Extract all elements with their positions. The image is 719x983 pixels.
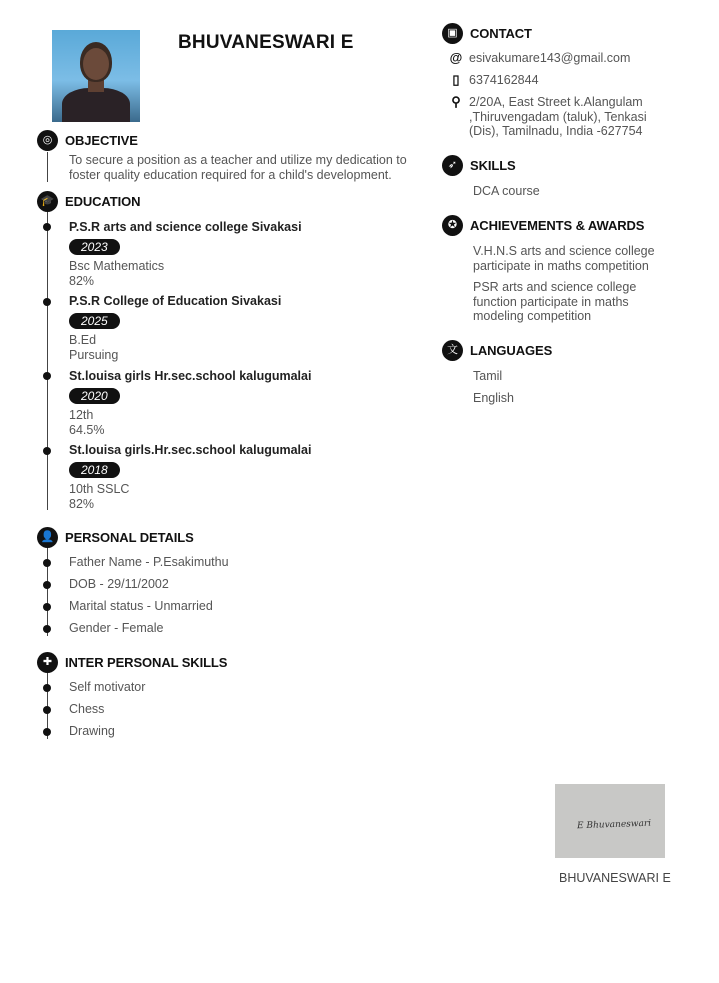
achievement-item: PSR arts and science college function participate in maths modeling competition xyxy=(473,280,637,323)
rocket-icon: ➶ xyxy=(442,155,463,176)
education-item xyxy=(69,294,281,362)
contact-email[interactable]: esivakumare143@gmail.com xyxy=(469,51,631,65)
objective-header xyxy=(37,130,138,151)
signature-image xyxy=(555,784,665,858)
personal-item: Father Name - P.Esakimuthu xyxy=(69,555,229,569)
resume-name: BHUVANESWARI E xyxy=(178,32,354,53)
timeline-dot xyxy=(43,372,51,380)
education-timeline xyxy=(47,212,48,510)
timeline-dot xyxy=(43,298,51,306)
graduation-cap-icon: 🎓 xyxy=(37,191,58,212)
at-icon: @ xyxy=(449,50,463,65)
timeline-dot xyxy=(43,706,51,714)
languages-header xyxy=(442,340,552,361)
timeline-dot xyxy=(43,684,51,692)
achievement-item: V.H.N.S arts and science college participate in maths competition xyxy=(473,244,655,273)
education-school: St.louisa girls Hr.sec.school kalugumalai xyxy=(69,369,312,383)
objective-line xyxy=(47,152,48,182)
education-school: P.S.R arts and science college Sivakasi xyxy=(69,220,302,234)
timeline-dot xyxy=(43,625,51,633)
interpersonal-item: Chess xyxy=(69,702,105,716)
education-score: Pursuing xyxy=(69,347,119,362)
education-item xyxy=(69,369,311,437)
skills-title: SKILLS xyxy=(470,158,516,173)
timeline-dot xyxy=(43,559,51,567)
person-icon: 👤 xyxy=(37,527,58,548)
personal-item: Gender - Female xyxy=(69,621,164,635)
skill-item: DCA course xyxy=(473,184,540,198)
education-school: P.S.R College of Education Sivakasi xyxy=(69,294,282,308)
contact-header xyxy=(442,23,532,44)
profile-photo xyxy=(52,30,140,122)
timeline-dot xyxy=(43,603,51,611)
education-year: 2018 xyxy=(69,462,120,478)
target-icon: ◎ xyxy=(37,130,58,151)
objective-text: To secure a position as a teacher and utilize my dedication to foster quality education required for a child's development. xyxy=(69,153,407,182)
language-item: English xyxy=(473,391,514,405)
contact-card-icon: ▣ xyxy=(442,23,463,44)
education-score: 82% xyxy=(69,496,95,511)
education-item xyxy=(69,443,311,511)
contact-address: 2/20A, East Street k.Alangulam ,Thiruvengadam (taluk), Tenkasi (Dis), Tamilnadu, India -627754 xyxy=(469,95,647,138)
award-icon: ✪ xyxy=(442,215,463,236)
interpersonal-title: INTER PERSONAL SKILLS xyxy=(65,655,228,670)
timeline-dot xyxy=(43,581,51,589)
education-school: St.louisa girls.Hr.sec.school kalugumalai xyxy=(69,443,312,457)
education-degree: B.Ed xyxy=(69,333,97,347)
signature-script: E Bhuvaneswari xyxy=(576,818,652,832)
education-year: 2023 xyxy=(69,239,120,255)
personal-details-title: PERSONAL DETAILS xyxy=(65,530,194,545)
education-year: 2020 xyxy=(69,388,120,404)
achievements-header xyxy=(442,215,644,236)
translate-icon: 文 xyxy=(442,340,463,361)
language-item: Tamil xyxy=(473,369,503,383)
education-degree: 10th SSLC xyxy=(69,482,130,496)
achievements-title: ACHIEVEMENTS & AWARDS xyxy=(470,218,645,233)
education-item xyxy=(69,220,302,288)
personal-details-header xyxy=(37,527,194,548)
phone-icon: ▯ xyxy=(452,72,460,87)
objective-title: OBJECTIVE xyxy=(65,133,138,148)
personal-item: DOB - 29/11/2002 xyxy=(69,577,169,591)
interpersonal-item: Drawing xyxy=(69,724,115,738)
education-degree: Bsc Mathematics xyxy=(69,259,165,273)
signature-name: BHUVANESWARI E xyxy=(559,871,671,885)
education-title: EDUCATION xyxy=(65,194,141,209)
skills-header xyxy=(442,155,516,176)
interpersonal-item: Self motivator xyxy=(69,680,146,694)
timeline-dot xyxy=(43,447,51,455)
education-header xyxy=(37,191,140,212)
languages-title: LANGUAGES xyxy=(470,343,553,358)
education-year: 2025 xyxy=(69,313,120,329)
timeline-dot xyxy=(43,223,51,231)
timeline-dot xyxy=(43,728,51,736)
interpersonal-header xyxy=(37,652,227,673)
puzzle-icon: ✚ xyxy=(37,652,58,673)
contact-title: CONTACT xyxy=(470,26,532,41)
map-pin-icon: ⚲ xyxy=(451,94,461,109)
education-score: 82% xyxy=(69,273,95,288)
contact-phone[interactable]: 6374162844 xyxy=(469,73,539,87)
education-degree: 12th xyxy=(69,408,94,422)
personal-item: Marital status - Unmarried xyxy=(69,599,213,613)
education-score: 64.5% xyxy=(69,422,105,437)
